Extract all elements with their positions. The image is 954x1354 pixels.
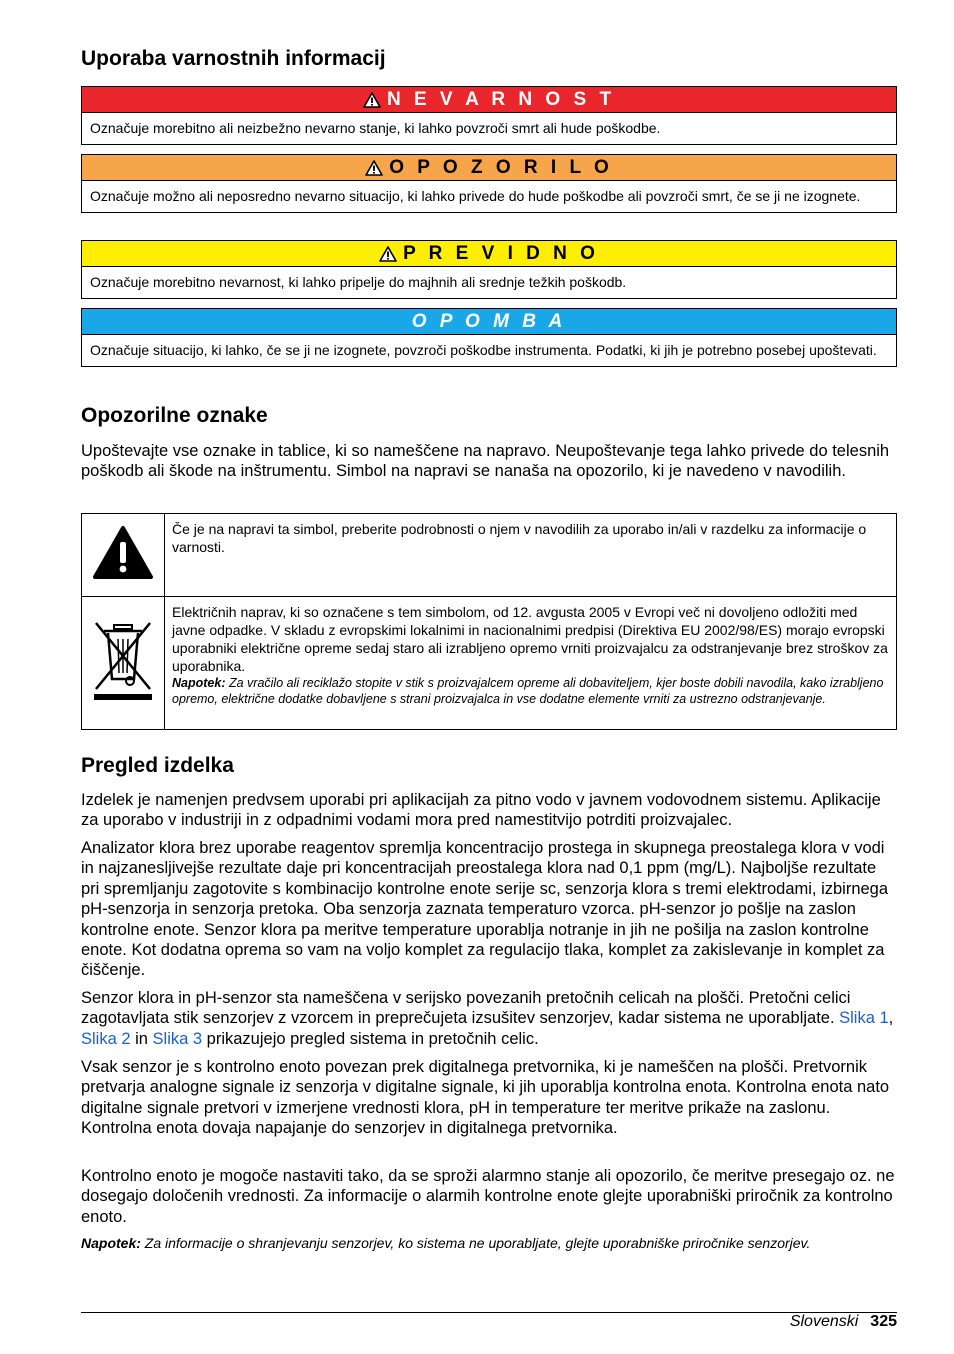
figure-2-link[interactable]: Slika 2 (81, 1029, 131, 1048)
warning-signal-word: O P O Z O R I L O (389, 156, 613, 178)
caution-text: Označuje morebitno nevarnost, ki lahko pripelje do majhnih ali srednje težkih poškodb. (90, 274, 627, 290)
overview-paragraph-2: Analizator klora brez uporabe reagentov spremlja koncentracijo prostega in skupnega preostalega klora v vodi in najzanesljivejše rezultate daje pri koncentracijah preostalega klora nad 0,1 ppm (mg/L). Najboljše rezultate pri spremljanju zagotovite s kombinacijo kontrolne enote serije sc, senzorja klora s tremi elektrodami, izbirnega pH-senzorja in senzorja pretoka. Oba senzorja zaznata temperaturo vzorca. pH-senzor jo pošlje na zaslon kontrolne enote. Senzor klora pa meritve temperature uporablja notranje in jih ne pošilja na zaslon kontrolne enote. Kot dodatna oprema so vam na voljo komplet za regulacijo tlaka, komplet za zakislevanje in komplet za čiščenje. (81, 839, 889, 980)
footer (790, 1313, 897, 1331)
warning-icon (363, 92, 381, 108)
labels-intro: Upoštevajte vse oznake in tablice, ki so nameščene na napravo. Neupoštevanje tega lahko privede do telesnih poškodb ali škode na inštrumentu. Simbol na napravi se nanaša na opozorilo, ki je navedeno v navodilih. (81, 442, 890, 481)
danger-box (81, 86, 897, 145)
footer-language: Slovenski (789, 1313, 859, 1330)
section-title-safety: Uporaba varnostnih informacij (81, 47, 386, 70)
overview-paragraph-4: Vsak senzor je s kontrolno enoto povezan prek digitalnega pretvornika, ki je nameščen na plošči. Pretvornik pretvarja analogne signale iz senzorja v digitalne signale, ki jih uporablja kontrolna enota. Kontrolna enota nato digitalne signale pretvori v izmerjene vrednosti klora, pH in temperature ter meritve prikaže na zaslonu. Kontrolna enota dovaja napajanje do senzorjev in digitalnega pretvornika. (81, 1058, 890, 1138)
labels-table (81, 513, 897, 730)
caution-signal-word: P R E V I D N O (403, 242, 599, 264)
weee-note-label: Napotek: (172, 676, 226, 690)
overview-note-label: Napotek: (81, 1235, 141, 1251)
weee-note: Za vračilo ali reciklažo stopite v stik s proizvajalcem opreme ali dobaviteljem, kjer boste dobili navodila, kako izrabljeno opremo, električne dodatke dobavljene s strani proizvajalca in vse dodatne elemente vrniti za ustrezno odstranjevanje. (172, 676, 884, 706)
figure-1-link[interactable]: Slika 1 (839, 1009, 889, 1028)
warning-box (81, 154, 897, 213)
weee-text: Električnih naprav, ki so označene s tem simbolom, od 12. avgusta 2005 v Evropi več ni dovoljeno odložiti med javne odpadke. V skladu z evropskimi lokalnimi in nacionalnimi predpisi (Direktiva EU 2002/98/ES) morajo evropski uporabniki električne opreme sedaj staro ali izrabljeno opremo vrniti proizvajalcu za odstranjevanje brez stroškov za uporabnika. (172, 604, 888, 674)
figure-3-link[interactable]: Slika 3 (152, 1029, 203, 1048)
overview-note: Napotek: Za informacije o shranjevanju senzorjev, ko sistema ne uporabljate, glejte uporabniške priročnike senzorjev. (81, 1235, 811, 1251)
warning-text: Označuje možno ali neposredno nevarno situacijo, ki lahko privede do hude poškodbe ali povzroči smrt, če se ji ne izognete. (90, 188, 861, 204)
danger-signal-word: N E V A R N O S T (386, 88, 616, 110)
overview-paragraph-1: Izdelek je namenjen predvsem uporabi pri aplikacijah za pitno vodo v javnem vodovodnem sistemu. Aplikacije za uporabo v industriji in z odpadnimi vodami mora pred namestitvijo potrditi proizvajalec. (81, 791, 881, 830)
overview-paragraph-3: Senzor klora in pH-senzor sta nameščena v serijsko povezanih pretočnih celicah na plošči. Pretočni celici zagotavljata stik senzorjev z vzorcem in preprečujeta izsušitev senzorjev, kadar sistema ne uporabljate. Slika 1, Slika 2 in Slika 3 prikazujejo pregled sistema in pretočnih celic. (81, 989, 894, 1048)
section-title-labels: Opozorilne oznake (81, 404, 268, 427)
danger-text: Označuje morebitno ali neizbežno nevarno stanje, ki lahko povzroči smrt ali hude poškodbe. (90, 120, 661, 136)
crossed-bin-icon (90, 619, 156, 703)
caution-box (81, 240, 897, 299)
table-row (82, 597, 897, 730)
label-text-warning: Če je na napravi ta simbol, preberite podrobnosti o njem v navodilih za uporabo in/ali v razdelku za informacije o varnosti. (165, 514, 897, 597)
notice-signal-word: O P O M B A (411, 310, 567, 332)
section-title-overview: Pregled izdelka (81, 754, 234, 777)
overview-paragraph-5: Kontrolno enoto je mogoče nastaviti tako, da se sproži alarmno stanje ali opozorilo, če meritve presegajo oz. ne dosegajo določenih vrednosti. Za informacije o alarmih kontrolne enote glejte uporabniški priročnik za kontrolno enoto. (81, 1167, 895, 1226)
page-number: 325 (870, 1313, 897, 1330)
label-text-weee (165, 597, 897, 730)
warning-icon (379, 246, 397, 262)
footer-rule (81, 1312, 897, 1313)
notice-text: Označuje situacijo, ki lahko, če se ji ne izognete, povzroči poškodbe instrumenta. Podatki, ki jih je potrebno posebej upoštevati. (90, 342, 877, 358)
warning-icon (365, 160, 383, 176)
warning-triangle-icon (92, 525, 154, 581)
notice-box (81, 308, 897, 367)
table-row (82, 514, 897, 597)
